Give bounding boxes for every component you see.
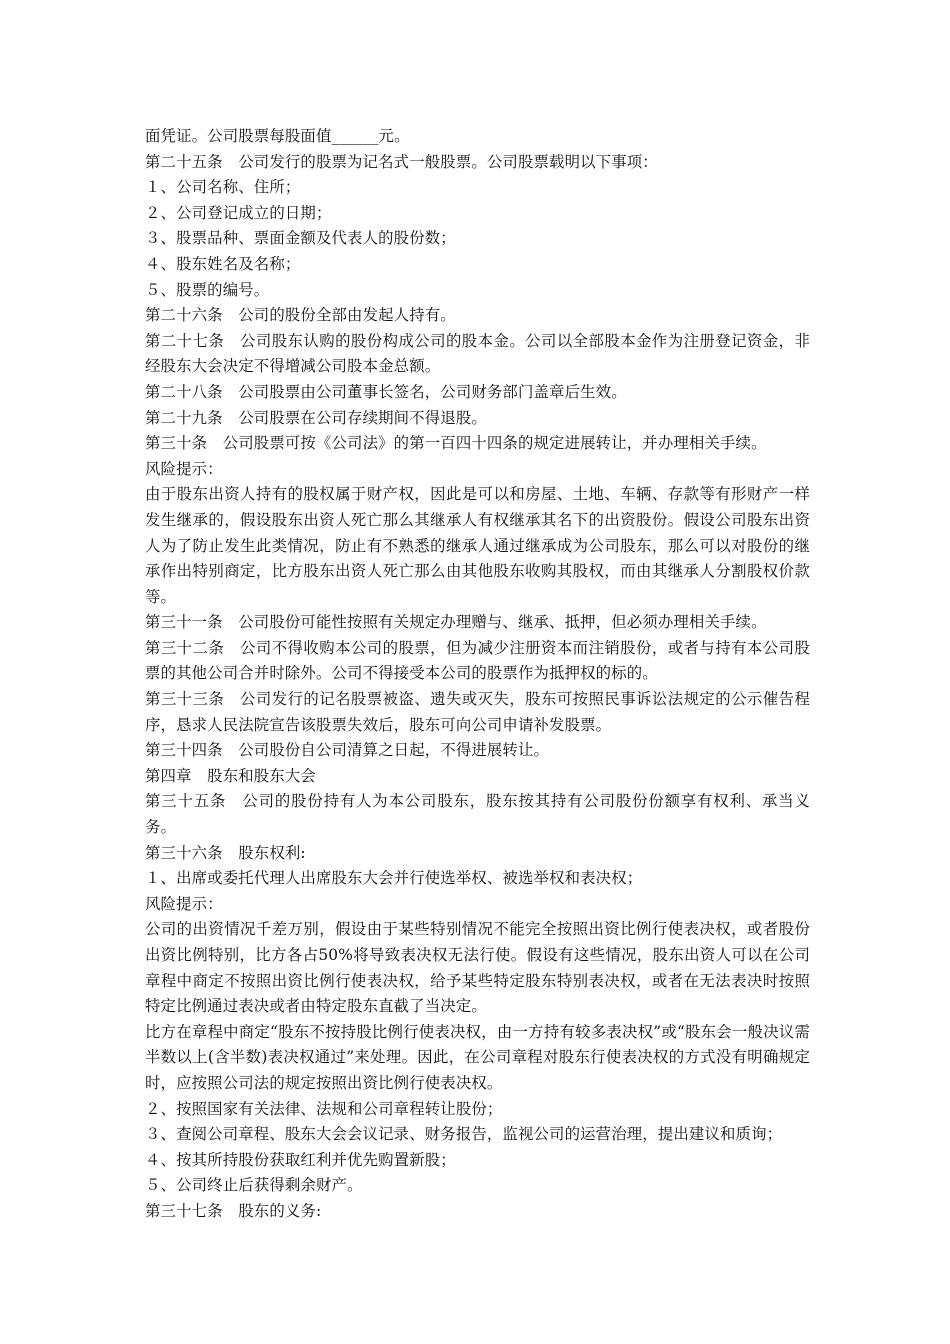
risk-note-paragraph: 公司的出资情况千差万别，假设由于某些特别情况不能完全按照出资比例行使表决权，或者股份出资比例特别，比方各占50%将导致表决权无法行使。假设有这些情况，股东出资人可以在公司章程中商定不按照出资比例行使表决权，给予某些特定股东特别表决权，或者在无法表决时按照特定比例通过表决或者由特定股东直截了当决定。 bbox=[145, 920, 810, 1016]
risk-note-heading: 风险提示： bbox=[145, 894, 223, 913]
list-item: ５、公司终止后获得剩余财产。 bbox=[145, 1176, 363, 1195]
list-item: ３、查阅公司章程、股东大会会议记录、财务报告，监视公司的运营治理，提出建议和质询； bbox=[145, 1125, 783, 1144]
article-32: 第三十二条 公司不得收购本公司的股票，但为减少注册资本而注销股份，或者与持有本公司股票的其他公司合并时除外。公司不得接受本公司的股票作为抵押权的标的。 bbox=[145, 638, 810, 683]
risk-note-heading: 风险提示： bbox=[145, 459, 223, 478]
article-29: 第二十九条 公司股票在公司存续期间不得退股。 bbox=[145, 408, 487, 427]
article-25: 第二十五条 公司发行的股票为记名式一般股票。公司股票载明以下事项： bbox=[145, 152, 658, 171]
list-item: １、公司名称、住所； bbox=[145, 178, 301, 197]
article-31: 第三十一条 公司股份可能性按照有关规定办理赠与、继承、抵押，但必须办理相关手续。 bbox=[145, 613, 767, 632]
list-item: ２、按照国家有关法律、法规和公司章程转让股份； bbox=[145, 1099, 503, 1118]
chapter-4-heading: 第四章 股东和股东大会 bbox=[145, 766, 316, 785]
list-item: ３、股票品种、票面金额及代表人的股份数； bbox=[145, 229, 456, 248]
article-33: 第三十三条 公司发行的记名股票被盗、遗失或灭失，股东可按照民事诉讼法规定的公示催告程序，恳求人民法院宣告该股票失效后，股东可向公司申请补发股票。 bbox=[145, 690, 810, 734]
risk-note-paragraph: 比方在章程中商定“股东不按持股比例行使表决权，由一方持有较多表决权”或“股东会一般决议需半数以上(含半数)表决权通过”来处理。因此，在公司章程对股东行使表决权的方式没有明确规定时，应按照公司法的规定按照出资比例行使表决权。 bbox=[145, 1022, 810, 1092]
article-26: 第二十六条 公司的股份全部由发起人持有。 bbox=[145, 306, 456, 325]
article-27: 第二十七条 公司股东认购的股份构成公司的股本金。公司以全部股本金作为注册登记资金，非经股东大会决定不得增减公司股本金总额。 bbox=[145, 331, 810, 376]
article-34: 第三十四条 公司股份自公司清算之日起，不得进展转让。 bbox=[145, 741, 550, 760]
list-item: １、出席或委托代理人出席股东大会并行使选举权、被选举权和表决权； bbox=[145, 869, 643, 888]
article-36: 第三十六条 股东权利: bbox=[145, 843, 306, 862]
article-37: 第三十七条 股东的义务: bbox=[145, 1201, 322, 1220]
list-item: ４、按其所持股份获取红利并优先购置新股； bbox=[145, 1150, 456, 1169]
list-item: ２、公司登记成立的日期； bbox=[145, 203, 332, 222]
article-35: 第三十五条 公司的股份持有人为本公司股东，股东按其持有公司股份份额享有权利、承当义务。 bbox=[145, 792, 810, 837]
article-28: 第二十八条 公司股票由公司董事长签名，公司财务部门盖章后生效。 bbox=[145, 382, 627, 401]
list-item: ４、股东姓名及名称； bbox=[145, 254, 301, 273]
list-item: ５、股票的编号。 bbox=[145, 280, 270, 299]
document-body bbox=[145, 124, 810, 1225]
text-line: 面凭证。公司股票每股面值______元。 bbox=[145, 127, 410, 145]
risk-note-paragraph: 由于股东出资人持有的股权属于财产权，因此是可以和房屋、土地、车辆、存款等有形财产一样发生继承的，假设股东出资人死亡那么其继承人有权继承其名下的出资股份。假设公司股东出资人为了防止发生此类情况，防止有不熟悉的继承人通过继承成为公司股东，那么可以对股份的继承作出特别商定，比方股东出资人死亡那么由其他股东收购其股权，而由其继承人分割股权价款等。 bbox=[145, 485, 810, 606]
article-30: 第三十条 公司股票可按《公司法》的第一百四十四条的规定进展转让，并办理相关手续。 bbox=[145, 434, 767, 453]
